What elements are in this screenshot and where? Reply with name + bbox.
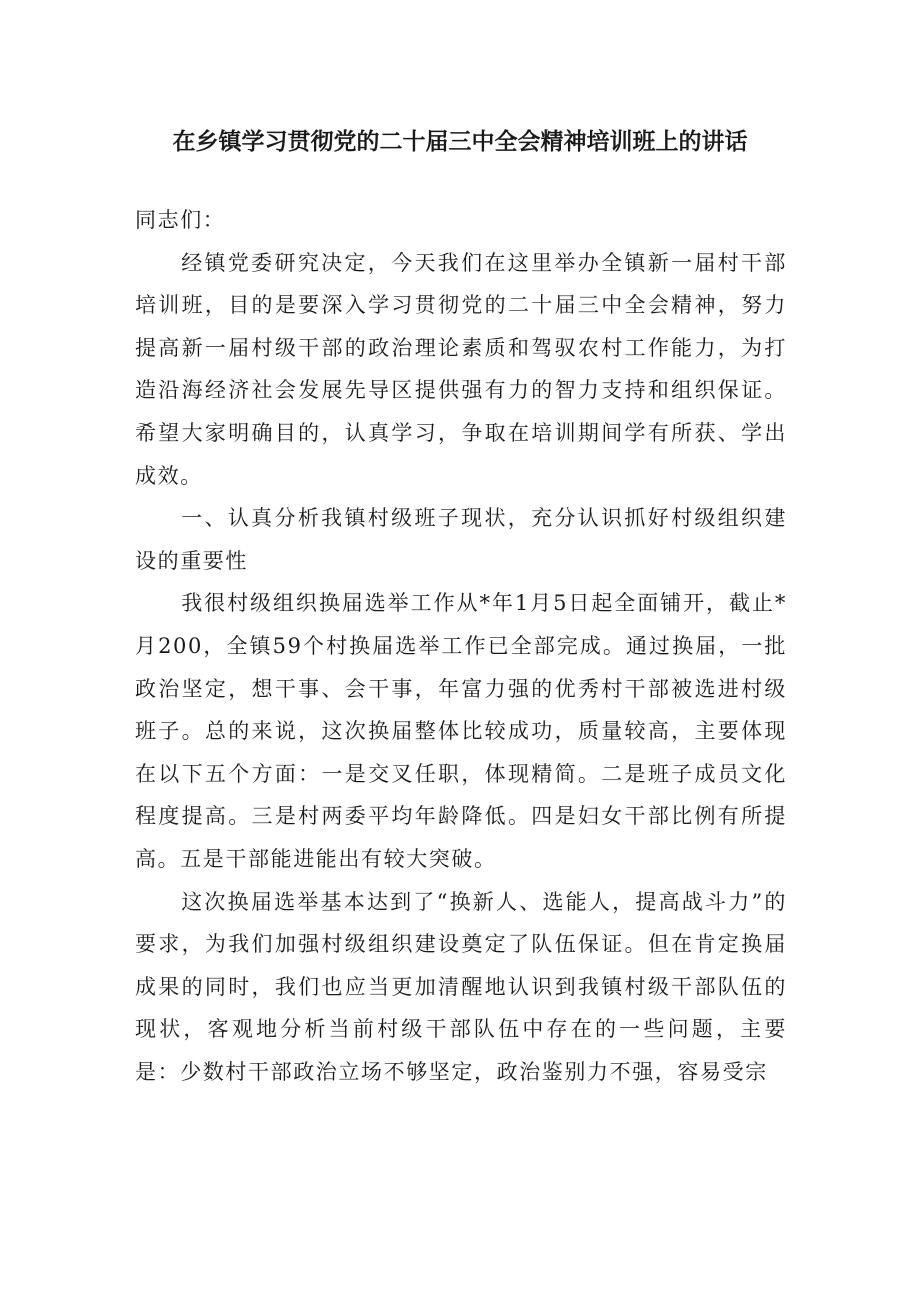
paragraph-problems: 这次换届选举基本达到了“换新人、选能人，提高战斗力”的要求，为我们加强村级组织建设奠定了队伍保证。但在肯定换届成果的同时，我们也应当更加清醒地认识到我镇村级干部队伍的现状，客观地分析当前村级干部队伍中存在的一些问题，主要是：少数村干部政治立场不够坚定，政治鉴别力不强，容易受宗 (135, 889, 787, 1084)
document-title: 在乡镇学习贯彻党的二十届三中全会精神培训班上的讲话 (172, 129, 748, 155)
document-body (135, 199, 787, 1093)
section-heading-1: 一、认真分析我镇村级班子现状，充分认识抓好村级组织建设的重要性 (135, 506, 787, 573)
salutation: 同志们： (135, 208, 226, 232)
paragraph-election-results: 我很村级组织换届选举工作从*年1月5日起全面铺开，截止*月200，全镇59个村换届选举工作已全部完成。通过换届，一批政治坚定，想干事、会干事，年富力强的优秀村干部被选进村级班子。总的来说，这次换届整体比较成功，质量较高，主要体现在以下五个方面：一是交叉任职，体现精简。二是班子成员文化程度提高。三是村两委平均年龄降低。四是妇女干部比例有所提高。五是干部能进能出有较大突破。 (135, 591, 787, 871)
paragraph-intro: 经镇党委研究决定，今天我们在这里举办全镇新一届村干部培训班，目的是要深入学习贯彻党的二十届三中全会精神，努力提高新一届村级干部的政治理论素质和驾驭农村工作能力，为打造沿海经济社会发展先导区提供强有力的智力支持和组织保证。希望大家明确目的，认真学习，争取在培训期间学有所获、学出成效。 (135, 250, 787, 488)
